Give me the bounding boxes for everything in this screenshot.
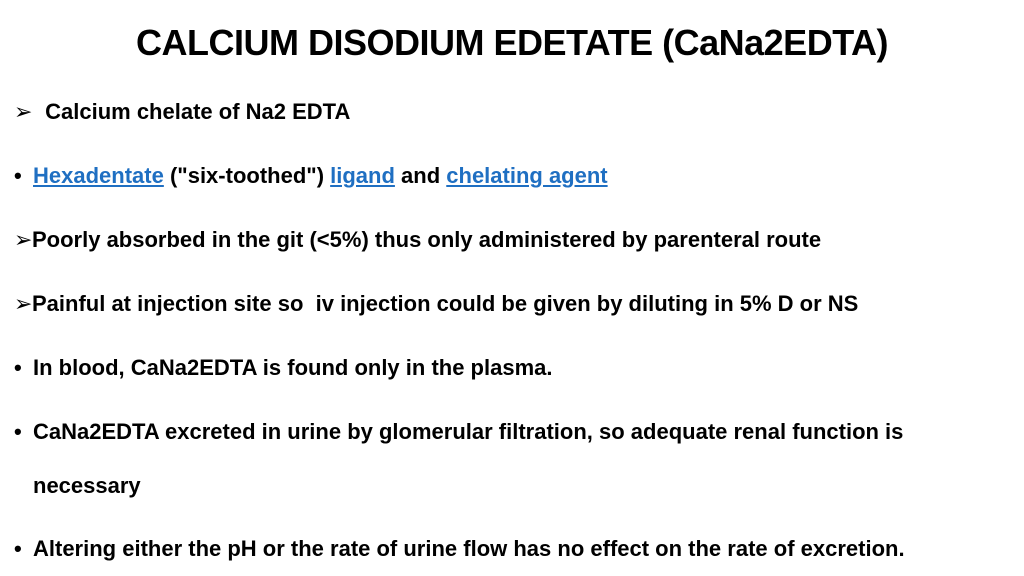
bullet-line-4 [14,290,858,318]
bullet-line-6 [14,418,903,446]
line-5-text: In blood, CaNa2EDTA is found only in the plasma. [33,355,553,380]
line-1-text: Calcium chelate of Na2 EDTA [45,99,351,124]
line-3-text: Poorly absorbed in the git (<5%) thus only administered by parenteral route [32,227,822,252]
dot-bullet-icon: • [14,163,22,188]
bullet-line-7 [14,535,905,563]
bullet-line-6-continuation [33,472,141,500]
bullet-line-5 [14,354,552,382]
dot-bullet-icon: • [14,355,22,380]
line-4-text: Painful at injection site so iv injection could be given by diluting in 5% D or NS [32,291,859,316]
arrow-bullet-icon: ➢ [14,99,33,124]
line-6-text: CaNa2EDTA excreted in urine by glomerular filtration, so adequate renal function is [33,419,904,444]
slide-title: CALCIUM DISODIUM EDETATE (CaNa2EDTA) [135,22,888,63]
dot-bullet-icon: • [14,536,22,561]
line-2-text-a: ("six-toothed") [163,163,331,188]
title-area [0,0,1024,80]
bullet-line-3 [14,226,821,254]
ligand-link[interactable]: ligand [330,163,395,188]
line-2-text-b: and [394,163,447,188]
arrow-bullet-icon: ➢ [14,291,33,316]
arrow-bullet-icon: ➢ [14,227,33,252]
bullet-line-2 [14,162,608,190]
dot-bullet-icon: • [14,419,22,444]
line-7-text: Altering either the pH or the rate of urine flow has no effect on the rate of excretion. [33,536,905,561]
bullet-line-1 [14,98,350,126]
chelating-agent-link[interactable]: chelating agent [446,163,608,188]
line-6-continuation-text: necessary [33,473,141,498]
hexadentate-link[interactable]: Hexadentate [33,163,164,188]
